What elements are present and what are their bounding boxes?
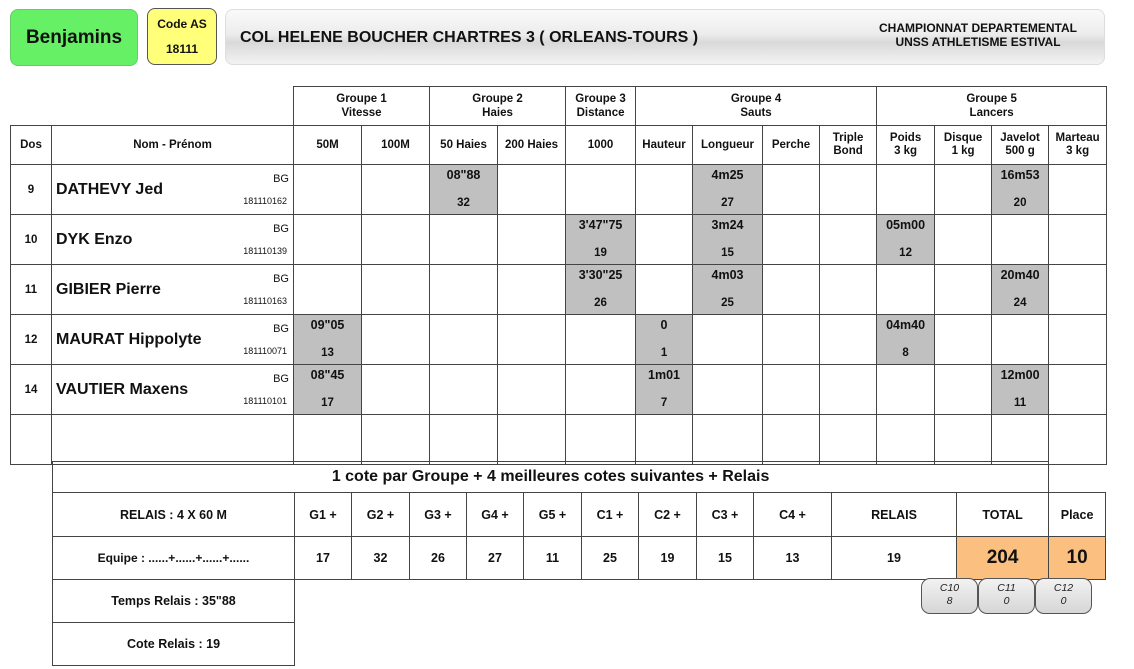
result-cell: [820, 165, 877, 215]
result-cell: [877, 165, 935, 215]
event-header-row: [11, 126, 1107, 165]
name-header: Nom - Prénom: [52, 126, 294, 165]
result-cell: [1049, 215, 1107, 265]
athlete-name-cell: [52, 265, 294, 315]
relay-time: Temps Relais : 35"88: [53, 580, 295, 623]
event-header-5: Hauteur: [636, 126, 693, 165]
score-col-header: G1 +: [295, 493, 352, 537]
result-cell: [294, 365, 362, 415]
results-table: [10, 86, 1107, 465]
extra-cote-badge: [1035, 578, 1092, 614]
empty-cell: [935, 415, 992, 465]
athlete-category: BG: [273, 323, 289, 335]
empty-cell: [1049, 415, 1107, 465]
athlete-name-cell: [52, 365, 294, 415]
result-cell: [1049, 365, 1107, 415]
empty-cell: [763, 415, 820, 465]
athlete-licence: 181110163: [243, 296, 287, 306]
result-cell: [498, 165, 566, 215]
extra-cote-label: C12: [1053, 582, 1074, 594]
event-header-0: 50M: [294, 126, 362, 165]
empty-cell: [498, 415, 566, 465]
score-col-value: 26: [410, 537, 467, 580]
result-value: 4m25: [711, 168, 744, 182]
result-value: 08"45: [310, 368, 345, 382]
result-cell: [566, 165, 636, 215]
empty-row: [11, 415, 1107, 465]
score-col-value: 13: [754, 537, 832, 580]
result-cell: [992, 265, 1049, 315]
result-cell: [294, 265, 362, 315]
result-cell: [992, 215, 1049, 265]
result-points: 7: [660, 397, 668, 409]
result-cell: [498, 215, 566, 265]
athlete-name: DATHEVY Jed: [56, 181, 163, 198]
empty-cell: [636, 415, 693, 465]
empty-cell: [566, 415, 636, 465]
result-cell: [1049, 165, 1107, 215]
result-cell: [636, 215, 693, 265]
result-cell: [362, 265, 430, 315]
result-cell: [763, 215, 820, 265]
empty-cell: [693, 415, 763, 465]
score-col-value: 25: [582, 537, 639, 580]
event-header-4: 1000: [566, 126, 636, 165]
result-cell: [877, 315, 935, 365]
result-cell: [693, 315, 763, 365]
event-header-8: Triple Bond: [820, 126, 877, 165]
extra-cote-badge: [978, 578, 1035, 614]
champ-line-2: UNSS ATHLETISME ESTIVAL: [895, 35, 1061, 49]
athlete-name: VAUTIER Maxens: [56, 381, 189, 398]
empty-cell: [52, 415, 294, 465]
result-cell: [820, 365, 877, 415]
score-col-value: 32: [352, 537, 410, 580]
group-4-header: Groupe 4 Sauts: [636, 87, 877, 126]
scoring-rule: 1 cote par Groupe + 4 meilleures cotes suivantes + Relais: [53, 462, 1049, 493]
result-cell: [992, 165, 1049, 215]
result-cell: [935, 165, 992, 215]
total-header: TOTAL: [957, 493, 1049, 537]
athlete-name: MAURAT Hippolyte: [56, 331, 202, 348]
result-cell: [763, 365, 820, 415]
result-value: 3'30"25: [578, 268, 623, 282]
result-cell: [362, 165, 430, 215]
result-points: 24: [1013, 297, 1027, 309]
score-col-header: G4 +: [467, 493, 524, 537]
result-cell: [935, 265, 992, 315]
athlete-category: BG: [273, 223, 289, 235]
bib-number: 12: [11, 315, 52, 365]
event-header-10: Disque 1 kg: [935, 126, 992, 165]
result-cell: [430, 165, 498, 215]
result-cell: [1049, 315, 1107, 365]
extra-cote-value: 8: [946, 595, 953, 607]
result-cell: [877, 365, 935, 415]
extra-cote-label: C11: [997, 582, 1016, 594]
athlete-row: [11, 365, 1107, 415]
result-value: 05m00: [886, 218, 926, 232]
result-cell: [693, 215, 763, 265]
result-cell: [430, 365, 498, 415]
result-cell: [294, 315, 362, 365]
athlete-licence: 181110162: [243, 196, 287, 206]
result-value: 20m40: [1000, 268, 1040, 282]
athlete-category: BG: [273, 273, 289, 285]
group-1-header: Groupe 1 Vitesse: [294, 87, 430, 126]
result-points: 25: [721, 297, 734, 309]
result-points: 20: [1013, 197, 1027, 209]
score-col-value: 11: [524, 537, 582, 580]
score-col-value: 19: [639, 537, 697, 580]
result-points: 8: [902, 347, 909, 359]
extra-cote-value: 0: [1003, 595, 1010, 607]
category-badge: [10, 9, 138, 66]
relay-cote-row: [53, 623, 1106, 666]
result-cell: [566, 265, 636, 315]
event-header-3: 200 Haies: [498, 126, 566, 165]
code-as-box: [147, 8, 217, 65]
champ-line-1: CHAMPIONNAT DEPARTEMENTAL: [879, 21, 1077, 35]
result-cell: [820, 265, 877, 315]
score-col-header: C3 +: [697, 493, 754, 537]
athlete-category: BG: [273, 173, 289, 185]
dos-header: Dos: [11, 126, 52, 165]
empty-cell: [362, 415, 430, 465]
result-value: 3m24: [711, 218, 744, 232]
event-header-12: Marteau 3 kg: [1049, 126, 1107, 165]
bib-number: 14: [11, 365, 52, 415]
result-cell: [566, 315, 636, 365]
result-points: 1: [660, 347, 668, 359]
code-value: 18111: [165, 41, 199, 56]
result-cell: [498, 265, 566, 315]
score-col-value: 15: [697, 537, 754, 580]
event-header-11: Javelot 500 g: [992, 126, 1049, 165]
score-col-header: RELAIS: [832, 493, 957, 537]
result-cell: [1049, 265, 1107, 315]
result-cell: [693, 165, 763, 215]
empty-cell: [430, 415, 498, 465]
result-cell: [763, 265, 820, 315]
scoring-table: [52, 461, 1106, 666]
extra-cote-badge: [921, 578, 978, 614]
result-value: 3'47"75: [578, 218, 623, 232]
code-label: Code AS: [157, 17, 207, 32]
group-5-header: Groupe 5 Lancers: [877, 87, 1107, 126]
event-header-2: 50 Haies: [430, 126, 498, 165]
athlete-name: GIBIER Pierre: [56, 281, 161, 298]
athlete-name-cell: [52, 315, 294, 365]
result-cell: [430, 215, 498, 265]
result-points: 12: [899, 247, 912, 259]
scoring-values-row: [53, 537, 1106, 580]
result-value: 16m53: [1000, 168, 1040, 182]
result-points: 11: [1013, 397, 1027, 409]
result-points: 27: [721, 197, 734, 209]
result-value: 09"05: [310, 318, 345, 332]
empty-cell: [294, 415, 362, 465]
score-col-header: C1 +: [582, 493, 639, 537]
result-cell: [294, 165, 362, 215]
empty-cell: [992, 415, 1049, 465]
result-cell: [992, 365, 1049, 415]
result-value: 08"88: [446, 168, 481, 182]
result-cell: [498, 365, 566, 415]
result-cell: [430, 265, 498, 315]
result-points: 26: [594, 297, 607, 309]
result-cell: [498, 315, 566, 365]
athlete-row: [11, 265, 1107, 315]
relay-cote: Cote Relais : 19: [53, 623, 295, 666]
result-cell: [566, 365, 636, 415]
event-header-9: Poids 3 kg: [877, 126, 935, 165]
result-cell: [820, 215, 877, 265]
result-cell: [636, 315, 693, 365]
score-col-value: 27: [467, 537, 524, 580]
athlete-name-cell: [52, 165, 294, 215]
result-cell: [763, 315, 820, 365]
result-points: 19: [594, 247, 607, 259]
result-value: 0: [660, 318, 668, 332]
result-points: 15: [721, 247, 734, 259]
scoring-rule-row: [53, 462, 1106, 493]
result-cell: [992, 315, 1049, 365]
result-cell: [693, 265, 763, 315]
place-header: Place: [1049, 493, 1106, 537]
athlete-licence: 181110139: [243, 246, 287, 256]
athlete-category: BG: [273, 373, 289, 385]
result-points: 17: [321, 397, 334, 409]
result-cell: [763, 165, 820, 215]
group-header-row: [11, 87, 1107, 126]
empty-cell: [820, 415, 877, 465]
event-header-1: 100M: [362, 126, 430, 165]
score-col-header: C4 +: [754, 493, 832, 537]
athlete-licence: 181110071: [243, 346, 287, 356]
result-value: 1m01: [648, 368, 681, 382]
result-cell: [362, 365, 430, 415]
result-cell: [362, 315, 430, 365]
athlete-name-cell: [52, 215, 294, 265]
group-2-header: Groupe 2 Haies: [430, 87, 566, 126]
score-col-header: C2 +: [639, 493, 697, 537]
place-value: 10: [1049, 537, 1106, 580]
bib-number: 11: [11, 265, 52, 315]
result-points: 32: [457, 197, 470, 209]
result-cell: [294, 215, 362, 265]
athlete-row: [11, 165, 1107, 215]
score-col-header: G2 +: [352, 493, 410, 537]
result-cell: [935, 365, 992, 415]
result-cell: [693, 365, 763, 415]
extra-cote-label: C10: [939, 582, 960, 594]
athlete-name: DYK Enzo: [56, 231, 133, 248]
result-cell: [820, 315, 877, 365]
result-cell: [877, 265, 935, 315]
school-name: COL HELENE BOUCHER CHARTRES 3 ( ORLEANS-TOURS ): [240, 29, 699, 46]
score-col-header: G3 +: [410, 493, 467, 537]
bib-number: 9: [11, 165, 52, 215]
event-header-6: Longueur: [693, 126, 763, 165]
athlete-row: [11, 315, 1107, 365]
result-cell: [362, 215, 430, 265]
score-col-value: 19: [832, 537, 957, 580]
empty-cell: [877, 415, 935, 465]
result-cell: [636, 165, 693, 215]
extra-cote-value: 0: [1060, 595, 1067, 607]
team-label: Equipe : ......+......+......+......: [53, 537, 295, 580]
result-cell: [935, 215, 992, 265]
total-value: 204: [957, 537, 1049, 580]
relay-label: RELAIS : 4 X 60 M: [53, 493, 295, 537]
score-col-value: 17: [295, 537, 352, 580]
result-value: 4m03: [711, 268, 744, 282]
athlete-row: [11, 215, 1107, 265]
bib-number: 10: [11, 215, 52, 265]
result-value: 04m40: [886, 318, 926, 332]
empty-cell: [11, 415, 52, 465]
result-value: 12m00: [1000, 368, 1040, 382]
result-cell: [636, 365, 693, 415]
result-cell: [935, 315, 992, 365]
result-cell: [430, 315, 498, 365]
scoring-header-row: [53, 493, 1106, 537]
athlete-licence: 181110101: [243, 396, 287, 406]
result-cell: [877, 215, 935, 265]
event-header-7: Perche: [763, 126, 820, 165]
result-points: 13: [321, 347, 334, 359]
group-3-header: Groupe 3 Distance: [566, 87, 636, 126]
result-cell: [636, 265, 693, 315]
score-col-header: G5 +: [524, 493, 582, 537]
championship-title: [860, 21, 1096, 49]
category-label: Benjamins: [25, 26, 123, 48]
result-cell: [566, 215, 636, 265]
